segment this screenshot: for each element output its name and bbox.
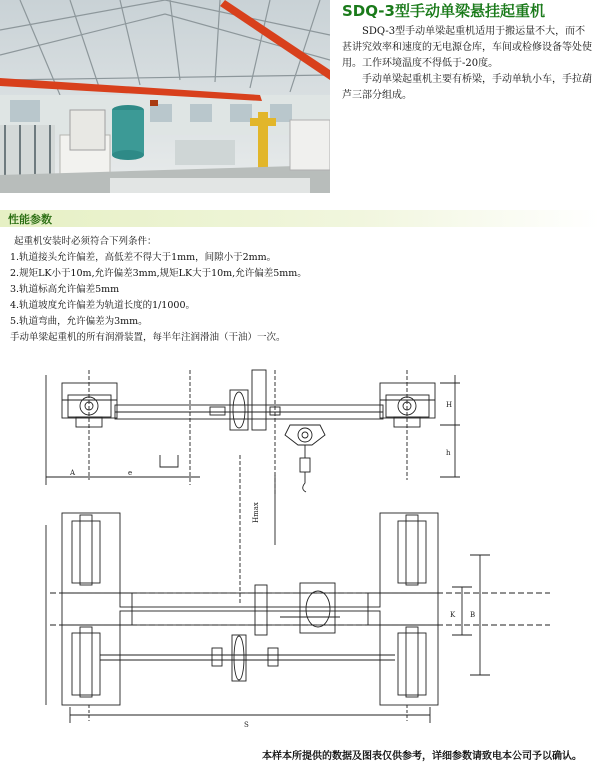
spec-item: 4.轨道坡度允许偏差为轨道长度的1/1000。 [10,300,195,311]
intro-paragraph: 手动单梁起重机主要有桥梁，手动单轨小车，手拉葫芦三部分组成。 [342,74,592,101]
technical-drawing [0,355,600,745]
dim-label-h-lower: h [446,449,451,457]
dim-label-k: K [450,611,456,619]
product-title: SDQ-3型手动单梁悬挂起重机 [342,2,545,20]
dim-label-s: S [244,721,249,729]
spec-list [10,234,570,346]
spec-item: 3.轨道标高允许偏差5mm [10,284,120,295]
section-header [0,210,600,227]
spec-item: 5.轨道弯曲，允许偏差为3mm。 [10,316,148,327]
intro-paragraph: SDQ-3型手动单梁起重机适用于搬运量不大，而不甚讲究效率和速度的无电源仓库，车间或检修设备等处使用。工作环境温度不得低于-20度。 [342,26,592,69]
spec-intro: 起重机安装时必须符合下列条件： [14,236,157,247]
dim-label-h-upper: H [446,401,453,409]
dim-label-a: A [70,469,76,477]
spec-item: 2.规矩LK小于10m,允许偏差3mm,规矩LK大于10m,允许偏差5mm。 [10,268,307,279]
dim-label-e: e [128,469,133,477]
spec-item: 1.轨道接头允许偏差，高低差不得大于1mm，间隙小于2mm。 [10,252,277,263]
product-photo [0,0,330,193]
intro-text [342,24,594,104]
dim-label-b: B [470,611,476,619]
section-title: 性能参数 [8,213,52,226]
spec-note: 手动单梁起重机的所有润滑装置，每半年注润滑油（干油）一次。 [10,332,286,343]
dim-label-hmax: Hmax [252,502,260,523]
disclaimer-note: 本样本所提供的数据及图表仅供参考，详细参数请致电本公司予以确认。 [262,751,582,762]
